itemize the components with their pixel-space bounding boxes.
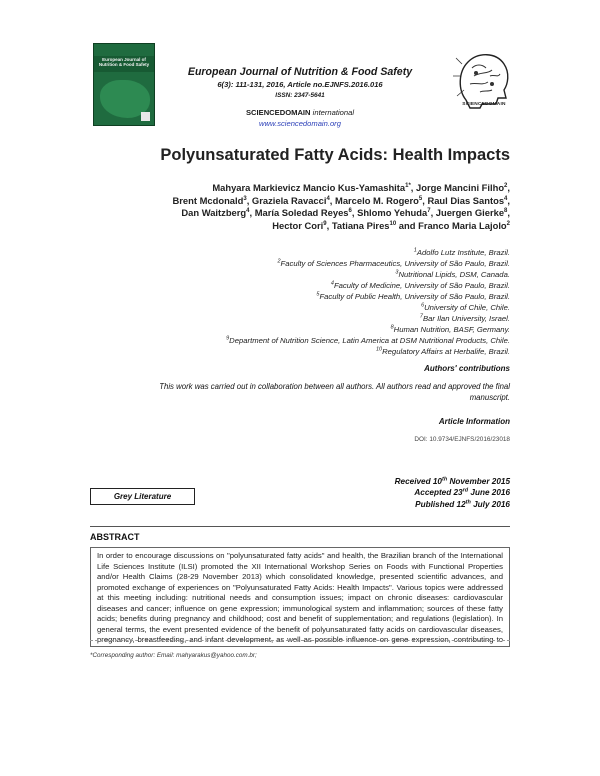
doi[interactable]: DOI: 10.9734/EJNFS/2016/23018 xyxy=(414,436,510,443)
corresponding-author-footnote: *Corresponding author: Email: mahyarakus@yahoo.com.br; xyxy=(90,652,257,659)
published-date xyxy=(300,499,510,510)
author-name: Tatiana Pires xyxy=(331,219,390,231)
author-sup: 10 xyxy=(389,220,397,227)
author-sup: 4 xyxy=(326,195,330,202)
affiliation-text: Department of Nutrition Science, Latin America at DSM Nutritional Products, Chile. xyxy=(229,336,510,345)
issue-line: 6(3): 111-131, 2016, Article no.EJNFS.2016.016 xyxy=(217,80,383,89)
affiliation-text: Faculty of Medicine, University of São Paulo, Brazil. xyxy=(333,281,510,290)
author-sup: 9 xyxy=(323,220,327,227)
affiliation-item xyxy=(90,324,510,335)
author-sup: 5 xyxy=(418,195,423,202)
author-name: Marcelo M. Rogero xyxy=(335,194,419,206)
affiliation-sup: 10 xyxy=(375,346,383,353)
logo-label: SCIENCEDOMAIN xyxy=(462,102,506,107)
affiliation-text: University of Chile, Chile. xyxy=(424,303,510,312)
affiliation-sup: 4 xyxy=(330,280,334,287)
author-separator: , xyxy=(507,194,510,206)
published-date-sup: th xyxy=(465,499,471,506)
author-separator: , xyxy=(246,194,252,206)
author-name: Juergen Gierke xyxy=(435,207,505,219)
received-date-sup: th xyxy=(441,476,448,483)
contributions-heading: Authors' contributions xyxy=(424,364,510,373)
author-list xyxy=(90,182,510,232)
contributions-line-2: manuscript. xyxy=(469,392,510,402)
affiliation-sup: 5 xyxy=(316,291,320,298)
accepted-date-pre: Accepted 23 xyxy=(414,488,463,498)
author-name: Jorge Mancini Filho xyxy=(416,182,505,193)
affiliation-sup: 1 xyxy=(413,247,417,254)
affiliation-item xyxy=(90,302,510,313)
affiliation-item xyxy=(90,247,510,258)
author-sup: 4 xyxy=(246,208,250,215)
accepted-date-sup: rd xyxy=(462,487,469,494)
published-date-pre: Published 12 xyxy=(415,499,466,509)
affiliation-text: Regulatory Affairs at Herbalife, Brazil. xyxy=(382,347,510,356)
author-name: Graziela Ravacci xyxy=(251,194,327,206)
accepted-date xyxy=(300,487,510,498)
section-divider xyxy=(90,526,510,527)
author-separator: , xyxy=(410,182,417,193)
cover-mini-logo xyxy=(141,112,150,121)
author-separator: , xyxy=(351,207,358,219)
author-sup: 2 xyxy=(506,220,510,227)
author-name: Franco Maria Lajolo xyxy=(418,219,507,231)
author-sup: 1* xyxy=(405,182,411,189)
article-title: Polyunsaturated Fatty Acids: Health Impacts xyxy=(160,146,510,164)
publisher-suffix: international xyxy=(312,108,355,117)
accepted-date-post: June 2016 xyxy=(468,488,510,498)
affiliation-item xyxy=(90,291,510,302)
abstract-heading: ABSTRACT xyxy=(90,532,140,542)
author-separator: , xyxy=(329,194,336,206)
affiliation-sup: 6 xyxy=(421,302,425,309)
published-date-post: July 2016 xyxy=(470,499,510,509)
article-dates xyxy=(300,476,510,510)
affiliation-item xyxy=(90,258,510,269)
journal-cover-thumbnail xyxy=(93,43,155,126)
affiliation-sup: 2 xyxy=(277,258,281,265)
author-separator: , xyxy=(430,207,436,219)
author-separator: and xyxy=(396,219,419,231)
author-name: Brent Mcdonald xyxy=(172,194,244,206)
affiliation-sup: 8 xyxy=(390,324,394,331)
author-name: Dan Waitzberg xyxy=(181,207,247,219)
author-sup: 2 xyxy=(504,182,508,189)
author-separator: , xyxy=(422,194,428,206)
author-name: Shlomo Yehuda xyxy=(357,207,428,219)
issn: ISSN: 2347-5641 xyxy=(275,92,325,99)
affiliation-item xyxy=(90,280,510,291)
abstract-text: In order to encourage discussions on "polyunsaturated fatty acids" and health, the Brazilian branch of the International Life Sciences Institute (ILSI) promoted the XII International Workshop Series on Foods with Functional Properties and/or Health Claims (28-29 November 2013) which consolidated knowledge, presented scientific advances, and promoted exchange of experiences on "Polyunsaturated Fatty Acids: Health Impacts". Various topics were addressed at this meeting including: nutritional needs and consumption issues; impact on chronic diseases: cardiovascular diseases and cancer; influence on gene expression; immunological system and inflammation; sources of these fatty acids; benefits during pregnancy and childhood; cost and benefit of supplementation; and regulations (legislation). In general terms, the event presented evidence of the benefit of polyunsaturated fatty acids on cardiovascular diseases, pregnancy, breastfeeding, and infant development, as well as possible influence on gene expression, contributing to xyxy=(97,551,503,644)
affiliation-text: Faculty of Public Health, University of São Paulo, Brazil. xyxy=(319,292,510,301)
author-sup: 4 xyxy=(504,195,508,202)
author-name: Hector Cori xyxy=(272,219,324,231)
received-date xyxy=(300,476,510,487)
affiliation-sup: 7 xyxy=(419,313,423,320)
author-sup: 3 xyxy=(243,195,247,202)
author-sup: 6 xyxy=(348,208,352,215)
author-name: Mahyara Markievicz Mancio Kus-Yamashita xyxy=(212,182,406,193)
affiliation-item xyxy=(90,335,510,346)
category-badge: Grey Literature xyxy=(90,488,195,505)
publisher xyxy=(170,108,430,117)
author-separator: , xyxy=(507,207,510,219)
affiliation-item xyxy=(90,313,510,324)
affiliation-item xyxy=(90,346,510,357)
author-separator: , xyxy=(249,207,255,219)
author-sup: 7 xyxy=(427,208,431,215)
affiliation-list xyxy=(90,247,510,357)
cover-title: European Journal of Nutrition & Food Safety xyxy=(98,57,150,67)
journal-name: European Journal of Nutrition & Food Safety xyxy=(187,66,413,78)
publisher-name: SCIENCEDOMAIN xyxy=(245,108,311,117)
affiliation-text: Faculty of Sciences Pharmaceutics, University of São Paulo, Brazil. xyxy=(280,259,510,268)
footnote-divider xyxy=(90,640,510,641)
received-date-post: November 2015 xyxy=(447,477,510,486)
author-sup: 8 xyxy=(504,208,508,215)
author-name: María Soledad Reyes xyxy=(254,207,349,219)
author-name: Raul Dias Santos xyxy=(427,194,505,206)
contributions-line-1: This work was carried out in collaboration between all authors. All authors read and approved the final xyxy=(159,382,510,391)
abstract-box xyxy=(90,547,510,647)
contributions-text xyxy=(90,382,510,403)
affiliation-sup: 3 xyxy=(395,269,399,276)
article-info-heading: Article Information xyxy=(438,417,510,426)
publisher-url[interactable]: www.sciencedomain.org xyxy=(259,119,341,128)
affiliation-text: Bar Ilan University, Israel. xyxy=(422,314,510,323)
affiliation-text: Nutritional Lipids, DSM, Canada. xyxy=(398,270,510,279)
author-separator: , xyxy=(507,182,510,193)
affiliation-text: Adolfo Lutz Institute, Brazil. xyxy=(416,248,510,257)
affiliation-item xyxy=(90,269,510,280)
affiliation-sup: 9 xyxy=(226,335,230,342)
affiliation-text: Human Nutrition, BASF, Germany. xyxy=(393,325,510,334)
author-separator: , xyxy=(326,219,332,231)
received-date-pre: Received 10 xyxy=(394,477,442,486)
